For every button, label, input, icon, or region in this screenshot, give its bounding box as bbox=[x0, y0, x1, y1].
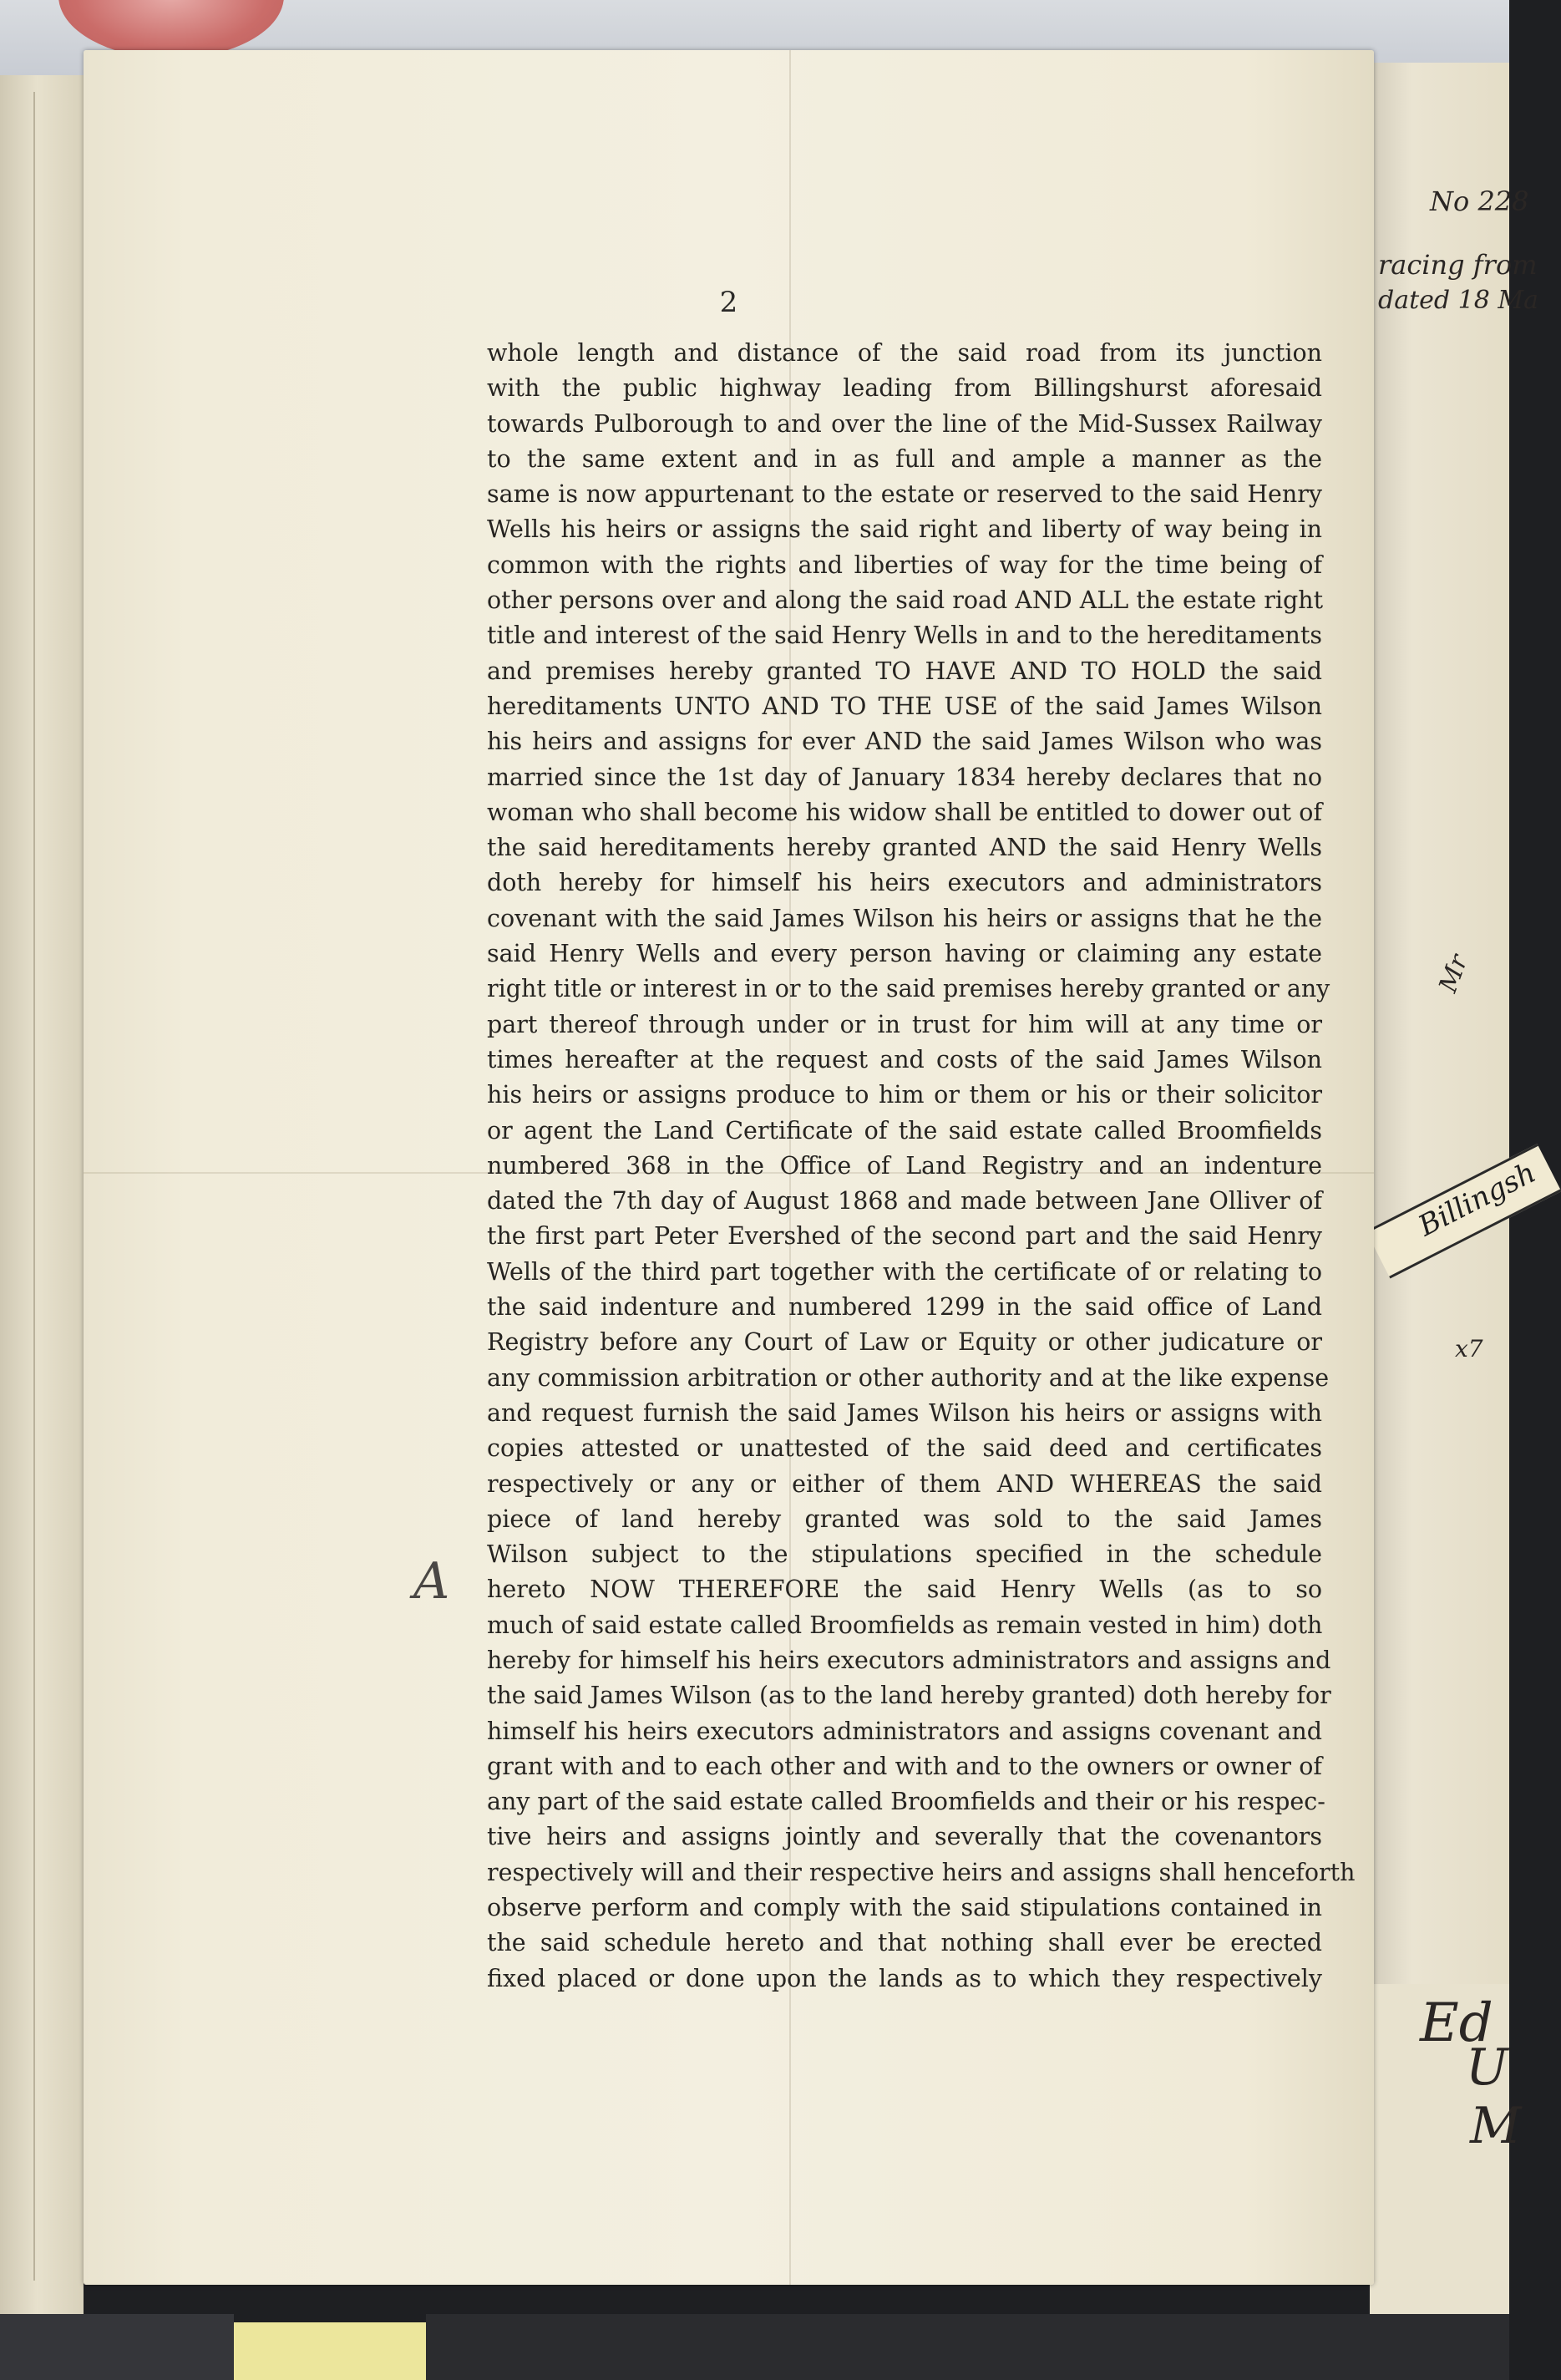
text-line: doth hereby for himself his heirs executors and administrators bbox=[487, 869, 1322, 897]
text-line: tive heirs and assigns jointly and severally that the covenantors bbox=[487, 1823, 1322, 1851]
text-line: hereby for himself his heirs executors administrators and assigns and bbox=[487, 1646, 1331, 1674]
text-line: woman who shall become his widow shall be entitled to dower out of bbox=[487, 798, 1322, 826]
adjacent-document bbox=[1370, 63, 1509, 1984]
text-line: much of said estate called Broomfields as remain vested in him) doth bbox=[487, 1611, 1323, 1639]
text-line: said Henry Wells and every person having or claiming any estate bbox=[487, 940, 1322, 968]
text-line: the first part Peter Evershed of the second part and the said Henry bbox=[487, 1222, 1322, 1251]
adjacent-bottom-note-3: M bbox=[1470, 2097, 1522, 2155]
text-line: piece of land hereby granted was sold to the said James bbox=[487, 1505, 1322, 1533]
text-line: his heirs and assigns for ever AND the said James Wilson who was bbox=[487, 728, 1322, 756]
text-line: copies attested or unattested of the said deed and certificates bbox=[487, 1434, 1322, 1463]
text-line: common with the rights and liberties of way for the time being of bbox=[487, 551, 1322, 579]
text-line: part thereof through under or in trust for him will at any time or bbox=[487, 1010, 1322, 1038]
text-line: respectively will and their respective heirs and assigns shall henceforth bbox=[487, 1858, 1356, 1886]
adjacent-note-line-2: dated 18 Ma bbox=[1378, 286, 1538, 315]
document-page bbox=[84, 50, 1374, 2285]
text-line: other persons over and along the said road AND ALL the estate right bbox=[487, 586, 1324, 615]
text-line: his heirs or assigns produce to him or them or his or their solicitor bbox=[487, 1081, 1322, 1109]
text-line: whole length and distance of the said road from its junction bbox=[487, 339, 1322, 367]
text-line: Wilson subject to the stipulations specified in the schedule bbox=[487, 1540, 1322, 1569]
text-line: with the public highway leading from Billingshurst aforesaid bbox=[487, 374, 1322, 403]
text-line: the said indenture and numbered 1299 in the said office of Land bbox=[487, 1293, 1322, 1322]
text-line: respectively or any or either of them AND WHEREAS the said bbox=[487, 1469, 1322, 1498]
text-line: title and interest of the said Henry Wells in and to the hereditaments bbox=[487, 622, 1322, 650]
text-line: dated the 7th day of August 1868 and made between Jane Olliver of bbox=[487, 1187, 1322, 1215]
text-line: Wells of the third part together with the certificate of or relating to bbox=[487, 1257, 1322, 1286]
text-line: himself his heirs executors administrators and assigns covenant and bbox=[487, 1717, 1322, 1745]
adjacent-bottom-note-1: Ed bbox=[1420, 1992, 1493, 2054]
text-line: covenant with the said James Wilson his heirs or assigns that he the bbox=[487, 904, 1322, 932]
text-line: and request furnish the said James Wilson his heirs or assigns with bbox=[487, 1398, 1322, 1427]
left-binding bbox=[0, 75, 84, 2314]
text-line: the said schedule hereto and that nothing shall ever be erected bbox=[487, 1929, 1322, 1957]
text-line: observe perform and comply with the said stipulations contained in bbox=[487, 1894, 1322, 1922]
text-line: Registry before any Court of Law or Equity or other judicature or bbox=[487, 1328, 1322, 1357]
adjacent-bottom-note-2: U bbox=[1466, 2038, 1508, 2097]
bottom-surface bbox=[426, 2314, 1509, 2380]
text-line: the said hereditaments hereby granted AND the said Henry Wells bbox=[487, 834, 1322, 862]
yellow-sticky-note bbox=[234, 2322, 426, 2380]
text-line: hereditaments UNTO AND TO THE USE of the said James Wilson bbox=[487, 692, 1322, 720]
adjacent-note-line-1: racing from bbox=[1378, 249, 1538, 281]
text-line: any part of the said estate called Broomfields and their or his respec- bbox=[487, 1788, 1325, 1816]
page-number: 2 bbox=[719, 286, 738, 319]
adjacent-number-note: No 228 bbox=[1430, 185, 1529, 217]
adjacent-corner-note: x7 bbox=[1455, 1335, 1483, 1363]
text-line: fixed placed or done upon the lands as to which they respectively bbox=[487, 1964, 1322, 1992]
text-line: same is now appurtenant to the estate or reserved to the said Henry bbox=[487, 480, 1322, 509]
text-line: married since the 1st day of January 1834 hereby declares that no bbox=[487, 763, 1322, 791]
text-line: to the same extent and in as full and ample a manner as the bbox=[487, 444, 1322, 473]
adjacent-side-note: Mr bbox=[1433, 951, 1474, 997]
deed-body-text bbox=[487, 336, 1356, 1997]
text-line: right title or interest in or to the said premises hereby granted or any bbox=[487, 975, 1330, 1003]
text-line: numbered 368 in the Office of Land Registry and an indenture bbox=[487, 1151, 1322, 1180]
text-line: grant with and to each other and with and to the owners or owner of bbox=[487, 1752, 1322, 1780]
bottom-edge bbox=[0, 2314, 234, 2380]
text-line: Wells his heirs or assigns the said right and liberty of way being in bbox=[487, 515, 1322, 544]
ribbon-text: Billingsh bbox=[1413, 1155, 1542, 1244]
text-line: or agent the Land Certificate of the said estate called Broomfields bbox=[487, 1116, 1322, 1144]
text-line: any commission arbitration or other authority and at the like expense bbox=[487, 1363, 1330, 1392]
text-line: the said James Wilson (as to the land hereby granted) doth hereby for bbox=[487, 1682, 1331, 1710]
text-line: times hereafter at the request and costs of the said James Wilson bbox=[487, 1045, 1322, 1073]
binding-crease bbox=[33, 92, 35, 2281]
text-line: and premises hereby granted TO HAVE AND TO HOLD the said bbox=[487, 657, 1322, 685]
text-line: towards Pulborough to and over the line of the Mid-Sussex Railway bbox=[487, 409, 1322, 438]
text-line: hereto NOW THEREFORE the said Henry Wells (as to so bbox=[487, 1576, 1322, 1604]
margin-annotation-a: A bbox=[413, 1552, 450, 1611]
